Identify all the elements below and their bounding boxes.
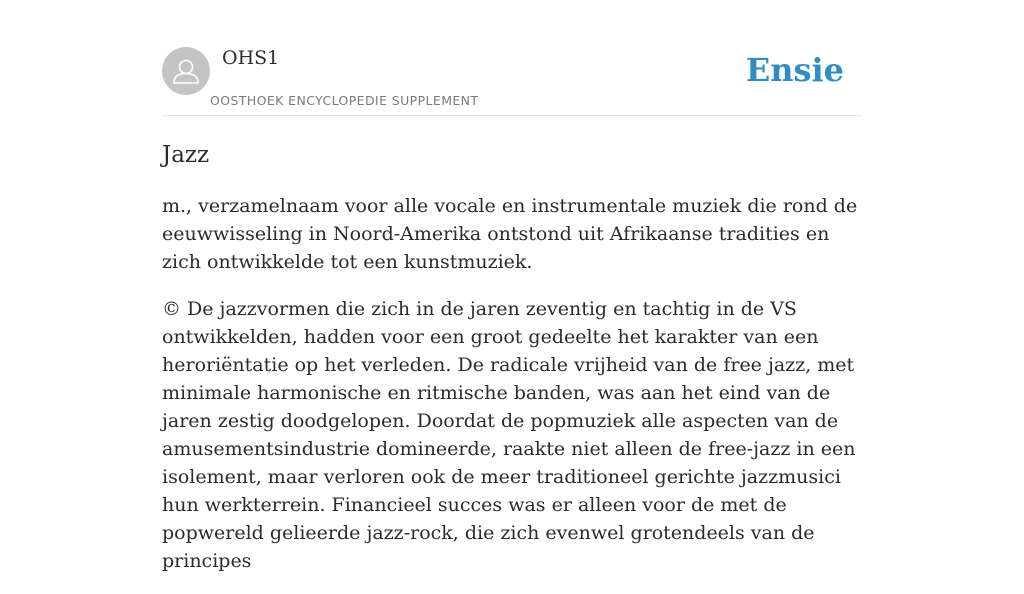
source-code[interactable]: OHS1 — [222, 47, 280, 69]
article-paragraph-1: m., verzamelnaam voor alle vocale en instrumentale muziek die rond de eeuwwisseling in Noord-Amerika ontstond uit Afrikaanse tradities en zich ontwikkelde tot een kunstmuziek. — [162, 195, 858, 273]
source-name[interactable]: OOSTHOEK ENCYCLOPEDIE SUPPLEMENT — [210, 93, 479, 108]
article-container — [162, 0, 862, 572]
user-avatar-icon[interactable] — [162, 47, 210, 95]
ensie-logo-link[interactable]: Ensie — [745, 51, 844, 89]
article-header — [162, 0, 862, 116]
article-paragraph-2: © De jazzvormen die zich in de jaren zeventig en tachtig in de VS ontwikkelden, hadden voor een groot gedeelte het karakter van een heroriëntatie op het verleden. De radicale vrijheid van de free jazz, met minimale harmonische en ritmische banden, was aan het eind van de jaren zestig doodgelopen. Doordat de popmuziek alle aspecten van de amusementsindustrie domineerde, raakte niet alleen de free-jazz in een isolement, maar verloren ook de meer traditioneel gerichte jazzmusici hun werkterrein. Financieel succes was er alleen voor de met de popwereld gelieerde jazz-rock, die zich evenwel grotendeels van de principes — [162, 298, 856, 572]
article-title: Jazz — [162, 142, 210, 168]
article-body — [162, 192, 862, 594]
